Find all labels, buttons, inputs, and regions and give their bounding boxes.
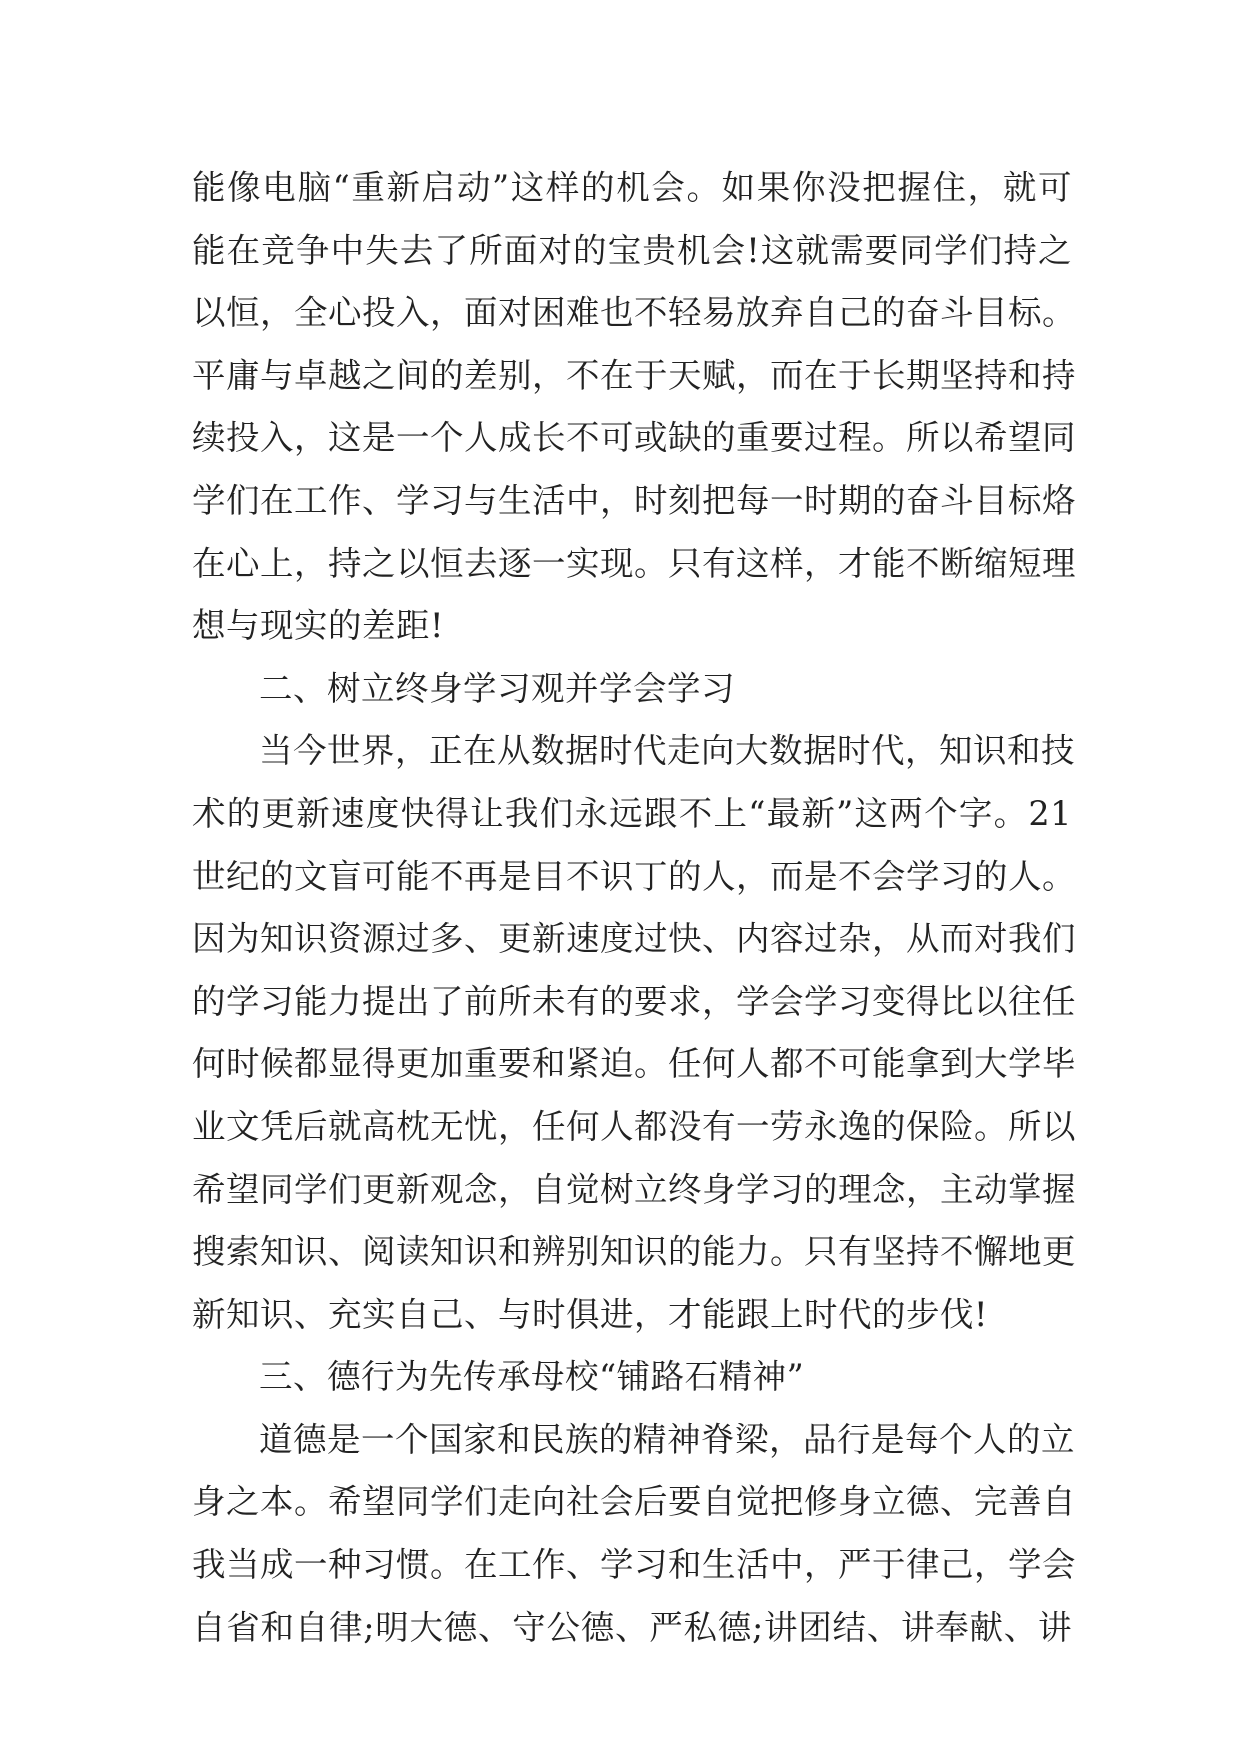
paragraph-start-line: 当今世界，正在从数据时代走向大数据时代，知识和技 <box>259 731 1075 771</box>
text-line: 以恒，全心投入，面对困难也不轻易放弃自己的奋斗目标。 <box>192 293 1076 333</box>
text-line: 平庸与卓越之间的差别，不在于天赋，而在于长期坚持和持 <box>192 355 1076 395</box>
document-body <box>192 157 1076 1659</box>
text-line: 的学习能力提出了前所未有的要求，学会学习变得比以往任 <box>192 981 1076 1021</box>
text-line: 能在竞争中失去了所面对的宝贵机会!这就需要同学们持之 <box>192 230 1072 270</box>
text-line: 我当成一种习惯。在工作、学习和生活中，严于律己，学会 <box>192 1545 1076 1585</box>
text-line: 因为知识资源过多、更新速度过快、内容过杂，从而对我们 <box>192 919 1076 959</box>
text-line: 业文凭后就高枕无忧，任何人都没有一劳永逸的保险。所以 <box>192 1106 1076 1146</box>
paragraph-start-line: 二、树立终身学习观并学会学习 <box>259 668 735 708</box>
text-line: 世纪的文盲可能不再是目不识丁的人，而是不会学习的人。 <box>192 856 1076 896</box>
text-line: 何时候都显得更加重要和紧迫。任何人都不可能拿到大学毕 <box>192 1044 1076 1084</box>
text-line: 想与现实的差距! <box>192 606 444 646</box>
text-line: 自省和自律;明大德、守公德、严私德;讲团结、讲奉献、讲 <box>192 1607 1072 1647</box>
text-line: 希望同学们更新观念，自觉树立终身学习的理念，主动掌握 <box>192 1169 1076 1209</box>
paragraph-start-line: 道德是一个国家和民族的精神脊梁，品行是每个人的立 <box>259 1419 1075 1459</box>
text-line: 术的更新速度快得让我们永远跟不上“最新”这两个字。21 <box>192 793 1072 833</box>
text-line: 续投入，这是一个人成长不可或缺的重要过程。所以希望同 <box>192 418 1076 458</box>
text-line: 能像电脑“重新启动”这样的机会。如果你没把握住，就可 <box>192 168 1072 207</box>
text-line: 新知识、充实自己、与时俱进，才能跟上时代的步伐! <box>192 1294 988 1334</box>
text-line: 在心上，持之以恒去逐一实现。只有这样，才能不断缩短理 <box>192 543 1076 583</box>
text-line: 身之本。希望同学们走向社会后要自觉把修身立德、完善自 <box>192 1482 1076 1522</box>
paragraph-start-line: 三、德行为先传承母校“铺路石精神” <box>259 1357 805 1397</box>
text-line: 搜索知识、阅读知识和辨别知识的能力。只有坚持不懈地更 <box>192 1232 1076 1272</box>
text-line: 学们在工作、学习与生活中，时刻把每一时期的奋斗目标烙 <box>192 480 1076 520</box>
